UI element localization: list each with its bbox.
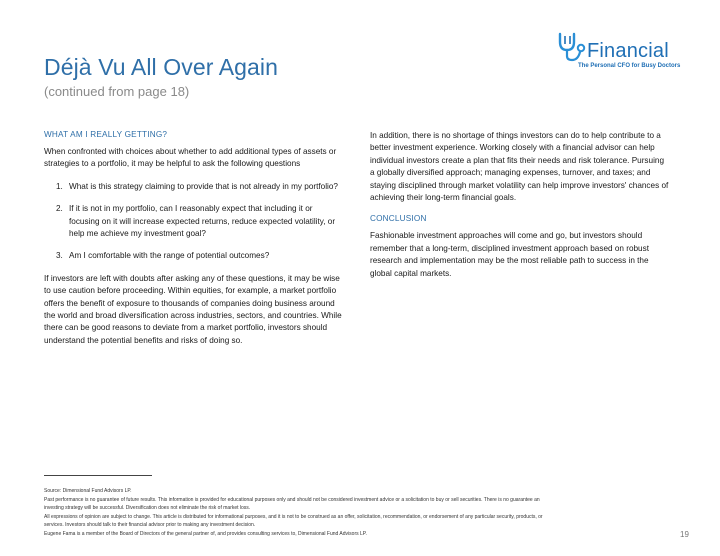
- list-item: [44, 250, 344, 262]
- logo-wordmark: Financial: [587, 40, 669, 62]
- footnote-line: Source: Dimensional Fund Advisors LP.: [44, 488, 132, 494]
- section-heading-what-am-i-getting: WHAT AM I REALLY GETTING?: [44, 130, 168, 139]
- footnote-line: services. Investors should talk to their financial advisor prior to making any investment decision.: [44, 522, 256, 529]
- list-item: [44, 203, 344, 240]
- footnote-divider: [44, 475, 152, 476]
- footnote-line: investing strategy will be successful. Diversification does not eliminate the risk of market loss.: [44, 505, 251, 512]
- footnote-line: Past performance is no guarantee of future results. This information is provided for educational purposes only and should not be considered investment advice or a solicitation to buy or sell securities. There is no guarantee an: [44, 496, 540, 503]
- left-column: [44, 130, 344, 357]
- list-text: What is this strategy claiming to provide that is not already in my portfolio?: [69, 181, 338, 191]
- list-number: 1.: [56, 181, 63, 191]
- conclusion-paragraph: Fashionable investment approaches will come and go, but investors should remember that a long-term, disciplined investment approach based on robust research and implementation may be the most reliable path to success in the global capital markets.: [370, 231, 649, 278]
- page-number: 19: [680, 530, 689, 539]
- footnote-line: Eugene Fama is a member of the Board of Directors of the general partner of, and provides consulting services to, Dimensional Fund Advisors LP.: [44, 530, 367, 537]
- footnote-line: All expressions of opinion are subject to change. This article is distributed for informational purposes, and it is not to be construed as an offer, solicitation, recommendation, or endorsement of any particular security, products, or: [44, 513, 543, 520]
- list-number: 2.: [56, 204, 63, 214]
- page-subtitle: (continued from page 18): [44, 84, 190, 99]
- company-logo: [556, 30, 690, 74]
- list-item: [44, 181, 344, 193]
- advisor-paragraph: In addition, there is no shortage of things investors can do to help contribute to a better investment experience. Working closely with a financial advisor can help individual investors create a plan that fits their needs and risk tolerance. Pursuing a globally diversified approach; managing expenses, turnover, and taxes; and staying disciplined through market volatility can help improve investors' chances of achieving their long-term financial goals.: [370, 131, 669, 203]
- section-heading-conclusion: CONCLUSION: [370, 214, 427, 224]
- list-number: 3.: [56, 251, 63, 261]
- stethoscope-logo-icon: [556, 30, 588, 62]
- right-column: [370, 130, 670, 290]
- footnote-block: [44, 487, 659, 539]
- logo-tagline: The Personal CFO for Busy Doctors: [578, 63, 681, 69]
- closing-paragraph: If investors are left with doubts after asking any of these questions, it may be wise to use caution before proceeding. Within equities, for example, a market portfolio offers the benefit of exposure to thousands of companies doing business around the world and broad diversification across industries, sectors, and countries. While there can be good reasons to deviate from a market portfolio, investors should understand the potential benefits and risks of doing so.: [44, 273, 342, 345]
- page-title: Déjà Vu All Over Again: [44, 54, 279, 80]
- list-text: Am I comfortable with the range of potential outcomes?: [69, 251, 270, 261]
- intro-paragraph: When confronted with choices about whether to add additional types of assets or strategies to a portfolio, it may be helpful to ask the following questions: [44, 147, 337, 169]
- questions-list: [44, 181, 344, 263]
- list-text: If it is not in my portfolio, can I reasonably expect that including it or focusing on it will increase expected returns, reduce expected volatility, or help me achieve my investment goal?: [69, 204, 336, 239]
